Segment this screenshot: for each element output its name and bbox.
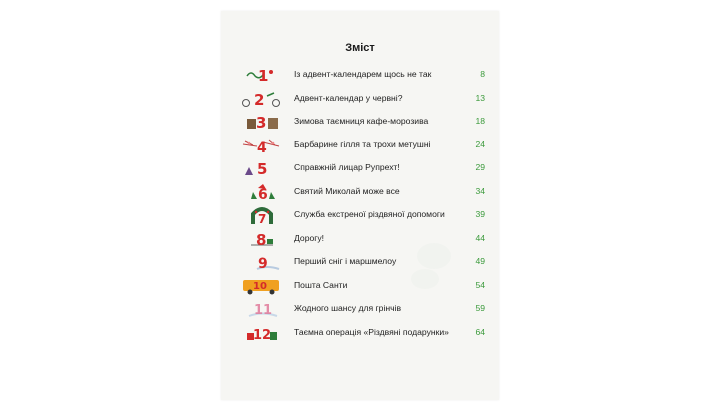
toc-entry[interactable] — [221, 182, 499, 202]
toc-number-text: 2 — [254, 91, 265, 109]
toc-page-number: 39 — [475, 209, 485, 219]
toc-number-text: 6 — [258, 187, 268, 203]
toc-entry-title: Із адвент-календарем щось не так — [294, 69, 432, 79]
toc-entry[interactable] — [221, 229, 499, 249]
toc-page-number: 64 — [475, 327, 485, 337]
toc-entry[interactable] — [221, 135, 499, 155]
number-3-cafe-icon — [241, 113, 283, 131]
toc-number-text: 8 — [256, 231, 267, 249]
toc-entry[interactable] — [221, 65, 499, 85]
toc-entry-title: Справжній лицар Рупрехт! — [294, 162, 400, 172]
toc-page-number: 34 — [475, 186, 485, 196]
toc-entry[interactable] — [221, 299, 499, 319]
number-10-mail-truck-icon — [241, 277, 283, 295]
toc-page-number: 59 — [475, 303, 485, 313]
toc-entry-title: Пошта Санти — [294, 280, 348, 290]
toc-entry[interactable] — [221, 252, 499, 272]
toc-entry[interactable] — [221, 89, 499, 109]
toc-number-text: 12 — [253, 328, 272, 343]
toc-number-text: 10 — [253, 281, 267, 292]
toc-entry-title: Зимова таємниця кафе-морозива — [294, 116, 429, 126]
toc-entry-title: Служба екстреної різдвяної допомоги — [294, 209, 445, 219]
number-8-sleigh-icon — [241, 230, 283, 248]
toc-page-number: 13 — [475, 93, 485, 103]
toc-number-text: 9 — [258, 256, 268, 272]
toc-number-text: 5 — [257, 160, 268, 178]
toc-page-number: 8 — [480, 69, 485, 79]
table-of-contents — [221, 11, 499, 400]
toc-entry[interactable] — [221, 276, 499, 296]
toc-number-text: 11 — [254, 303, 273, 318]
number-2-bicycle-icon — [241, 90, 283, 108]
toc-entry-title: Таємна операція «Різдвяні подарунки» — [294, 327, 449, 337]
number-6-santa-icon — [241, 183, 283, 201]
toc-entry-title: Святий Миколай може все — [294, 186, 400, 196]
toc-entry[interactable] — [221, 112, 499, 132]
toc-number-text: 1 — [258, 67, 269, 85]
toc-entry-title: Перший сніг і маршмелоу — [294, 256, 397, 266]
toc-page-number: 29 — [475, 162, 485, 172]
toc-entry[interactable] — [221, 323, 499, 343]
toc-entry[interactable] — [221, 158, 499, 178]
toc-page-number: 49 — [475, 256, 485, 266]
book-page — [221, 11, 499, 400]
page-title: Зміст — [345, 42, 375, 54]
toc-entry-title: Барбарине гілля та трохи метушні — [294, 139, 431, 149]
toc-page-number: 54 — [475, 280, 485, 290]
toc-entry[interactable] — [221, 205, 499, 225]
number-1-ribbon-icon — [241, 66, 283, 84]
toc-page-number: 18 — [475, 116, 485, 126]
number-9-snow-icon — [241, 253, 283, 271]
number-4-branches-icon — [241, 136, 283, 154]
number-7-wreath-icon — [241, 206, 283, 224]
toc-entry-title: Адвент-календар у червні? — [294, 93, 403, 103]
number-5-knight-icon — [241, 159, 283, 177]
toc-entry-title: Дорогу! — [294, 233, 325, 243]
toc-entry-title: Жодного шансу для грінчів — [294, 303, 402, 313]
number-12-gifts-icon — [241, 324, 283, 342]
toc-page-number: 44 — [475, 233, 485, 243]
toc-number-text: 4 — [257, 140, 267, 156]
number-11-snowy-icon — [241, 300, 283, 318]
toc-page-number: 24 — [475, 139, 485, 149]
toc-number-text: 7 — [258, 212, 267, 226]
toc-number-text: 3 — [256, 114, 267, 132]
